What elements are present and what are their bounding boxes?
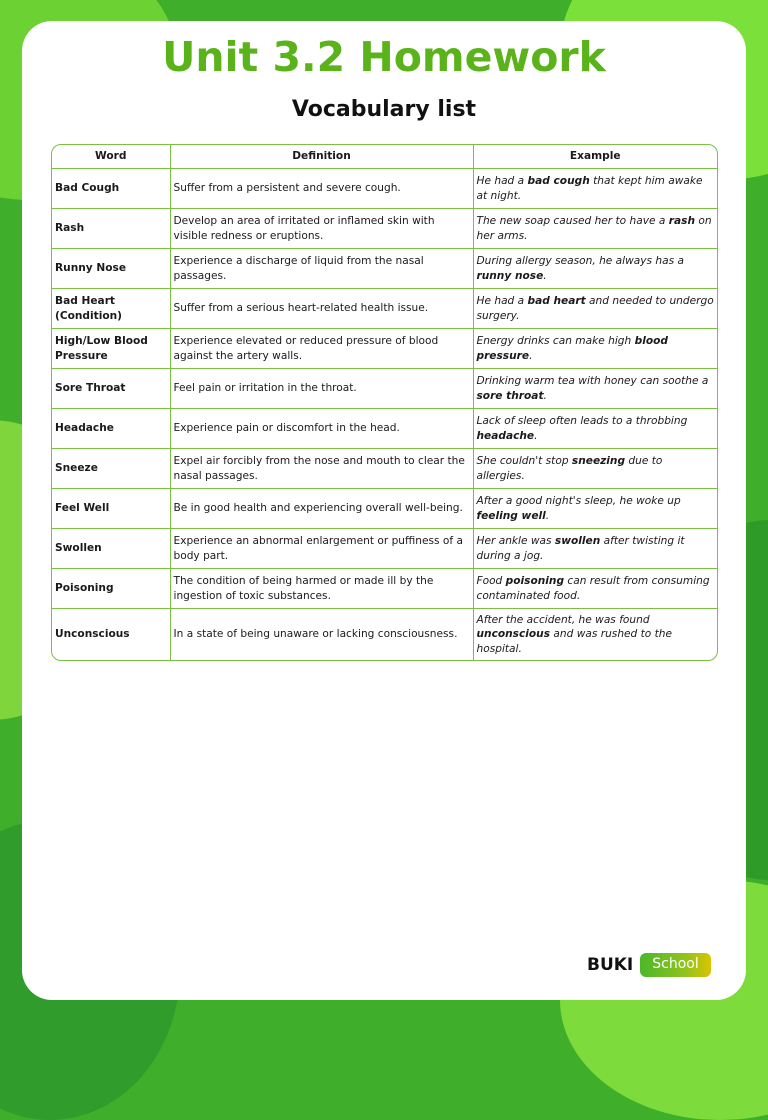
vocab-word: Feel Well	[52, 489, 170, 529]
table-row	[52, 449, 717, 489]
vocab-definition: The condition of being harmed or made ill by the ingestion of toxic substances.	[170, 569, 473, 609]
vocab-definition: Expel air forcibly from the nose and mouth to clear the nasal passages.	[170, 449, 473, 489]
example-text: After a good night's sleep, he woke up	[476, 495, 681, 507]
brand-logo	[587, 953, 711, 977]
example-text: Her ankle was	[476, 535, 555, 547]
vocab-definition: Develop an area of irritated or inflamed skin with visible redness or eruptions.	[170, 209, 473, 249]
page-subtitle: Vocabulary list	[291, 97, 477, 122]
vocab-example	[473, 489, 717, 529]
vocab-example	[473, 529, 717, 569]
vocab-word: Poisoning	[52, 569, 170, 609]
example-text: on her arms.	[476, 215, 712, 242]
vocab-word: Bad Heart (Condition)	[52, 289, 170, 329]
table-row	[52, 569, 717, 609]
vocab-definition: Suffer from a serious heart-related health issue.	[170, 289, 473, 329]
vocab-word: Sore Throat	[52, 369, 170, 409]
column-header-word: Word	[52, 145, 170, 169]
vocab-definition: Experience a discharge of liquid from the nasal passages.	[170, 249, 473, 289]
vocab-word: Unconscious	[52, 609, 170, 661]
example-text: and needed to undergo surgery.	[476, 295, 714, 322]
vocab-word: Headache	[52, 409, 170, 449]
vocab-example	[473, 329, 717, 369]
example-text: that kept him awake at night.	[476, 175, 703, 202]
example-text: Lack of sleep often leads to a throbbing	[476, 415, 688, 427]
example-highlight: unconscious	[476, 628, 551, 641]
table-row	[52, 409, 717, 449]
example-highlight: poisoning	[505, 575, 565, 587]
vocab-word: Swollen	[52, 529, 170, 569]
column-header-definition: Definition	[170, 145, 473, 169]
vocab-word: High/Low Blood Pressure	[52, 329, 170, 369]
brand-name: BUKI	[587, 955, 634, 975]
example-text: and was rushed to the hospital.	[476, 628, 673, 655]
example-text: .	[534, 429, 538, 442]
table-row	[52, 529, 717, 569]
example-text: .	[543, 269, 547, 282]
vocab-example	[473, 569, 717, 609]
vocab-example	[473, 609, 717, 661]
example-text: He had a	[476, 295, 528, 307]
example-text: Energy drinks can make high	[476, 335, 635, 347]
document-card	[22, 21, 746, 1000]
example-highlight: bad cough	[527, 175, 590, 187]
example-text: He had a	[476, 175, 528, 187]
column-header-example: Example	[473, 145, 717, 169]
vocab-example	[473, 209, 717, 249]
example-highlight: runny nose	[476, 269, 544, 282]
table-row	[52, 369, 717, 409]
example-highlight: headache	[476, 429, 535, 442]
table-header-row	[52, 145, 717, 169]
vocab-definition: Be in good health and experiencing overall well-being.	[170, 489, 473, 529]
table-row	[52, 329, 717, 369]
vocab-example	[473, 289, 717, 329]
example-highlight: rash	[668, 215, 695, 227]
table-row	[52, 609, 717, 661]
example-highlight: bad heart	[527, 295, 586, 307]
example-text: can result from consuming contaminated food.	[476, 575, 710, 602]
example-text: .	[529, 349, 533, 362]
table-row	[52, 489, 717, 529]
example-highlight: sneezing	[571, 455, 626, 467]
vocab-example	[473, 409, 717, 449]
example-text: During allergy season, he always has a	[476, 255, 684, 267]
vocab-definition: Suffer from a persistent and severe cough.	[170, 169, 473, 209]
example-text: due to allergies.	[476, 455, 663, 482]
vocab-example	[473, 449, 717, 489]
example-highlight: swollen	[554, 535, 601, 547]
vocab-definition: Experience an abnormal enlargement or puffiness of a body part.	[170, 529, 473, 569]
example-text: Drinking warm tea with honey can soothe a	[476, 375, 709, 387]
vocabulary-table	[51, 144, 718, 661]
example-text: .	[543, 389, 547, 402]
vocab-definition: Experience elevated or reduced pressure of blood against the artery walls.	[170, 329, 473, 369]
example-text: Food	[476, 575, 506, 587]
example-text: The new soap caused her to have a	[476, 215, 669, 227]
table-row	[52, 289, 717, 329]
vocab-example	[473, 249, 717, 289]
example-highlight: sore throat	[476, 389, 544, 402]
vocab-definition: Experience pain or discomfort in the head.	[170, 409, 473, 449]
page-title: Unit 3.2 Homework	[162, 33, 606, 81]
example-text: .	[545, 509, 550, 522]
table-row	[52, 209, 717, 249]
example-highlight: blood pressure	[476, 335, 668, 362]
vocab-definition: In a state of being unaware or lacking consciousness.	[170, 609, 473, 661]
vocab-word: Rash	[52, 209, 170, 249]
vocab-example	[473, 369, 717, 409]
vocab-word: Runny Nose	[52, 249, 170, 289]
example-text: She couldn't stop	[476, 455, 572, 467]
vocab-word: Bad Cough	[52, 169, 170, 209]
vocab-definition: Feel pain or irritation in the throat.	[170, 369, 473, 409]
example-highlight: feeling well	[476, 509, 546, 522]
brand-tag: School	[640, 953, 710, 977]
table-row	[52, 249, 717, 289]
example-text: After the accident, he was found	[476, 613, 650, 626]
vocab-word: Sneeze	[52, 449, 170, 489]
vocab-example	[473, 169, 717, 209]
table-row	[52, 169, 717, 209]
example-text: after twisting it during a jog.	[476, 535, 685, 562]
